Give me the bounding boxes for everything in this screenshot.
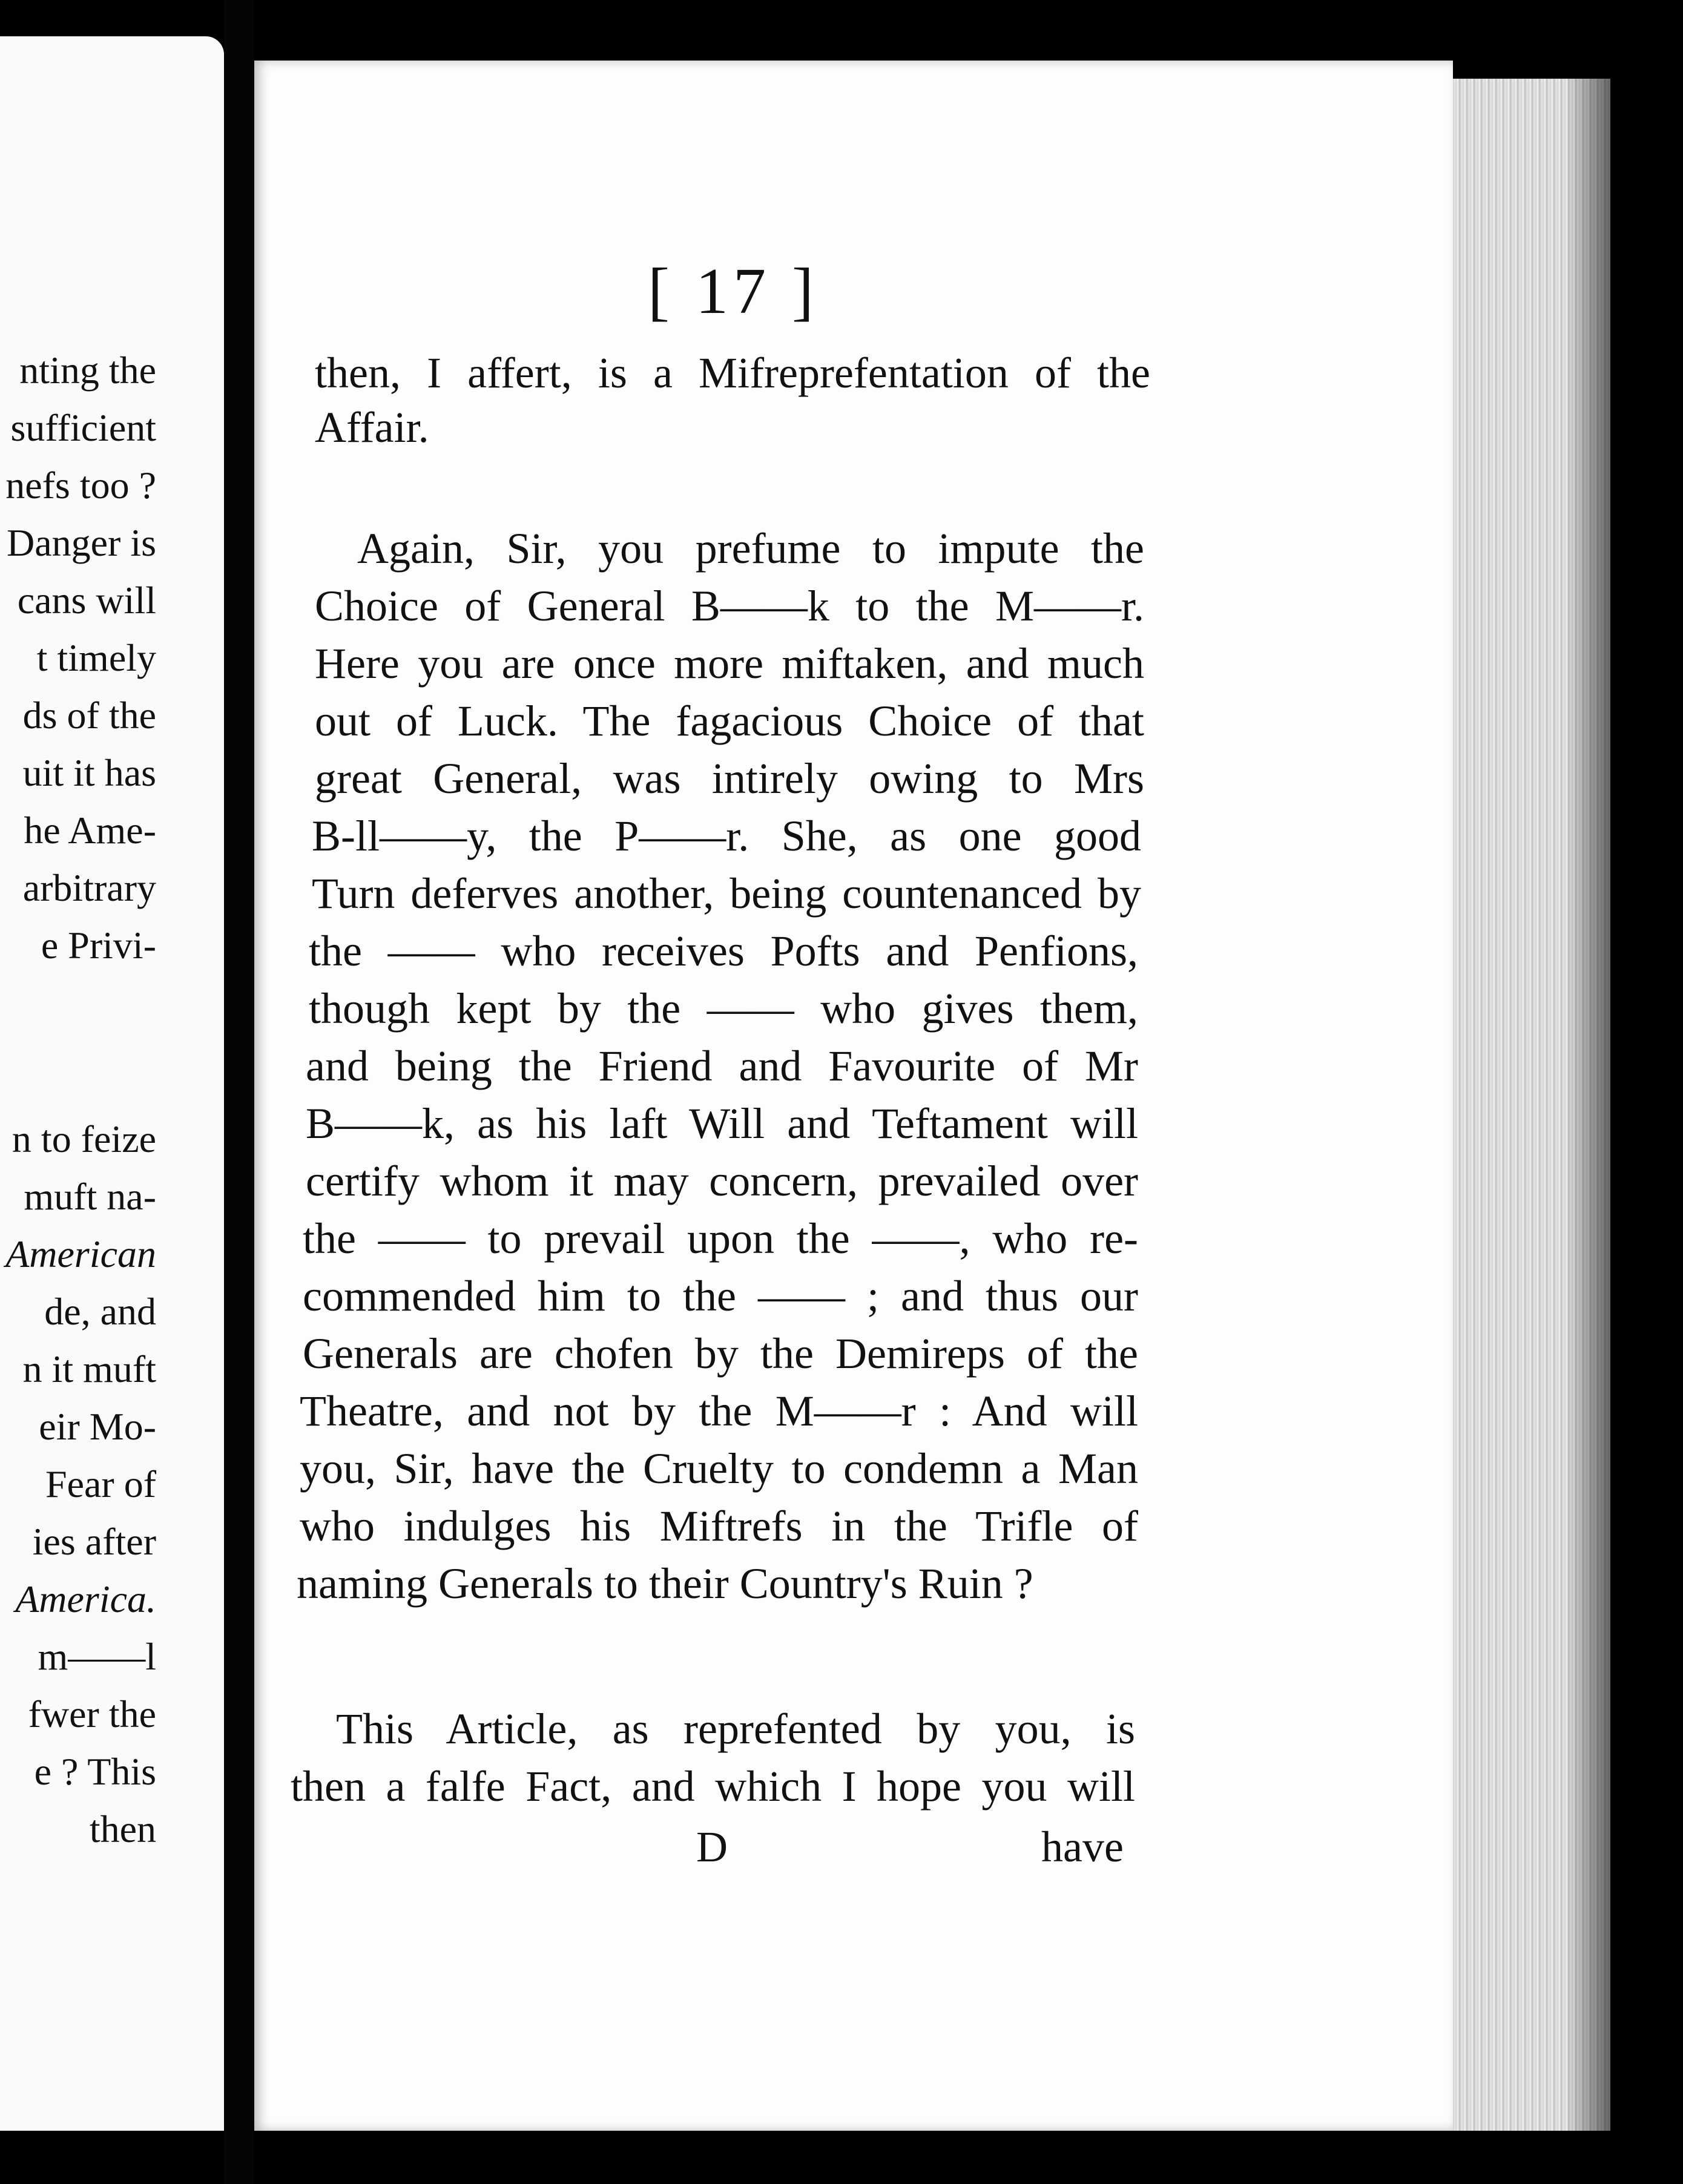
text-line: Here you are once more miftaken, and much [315,639,1144,688]
text-line: B-ll——y, the P——r. She, as one good [312,812,1141,860]
text-line: B——k, as his laft Will and Teftament will [306,1099,1138,1148]
left-line: nting the [19,349,156,392]
text-line: the —— who receives Pofts and Penfions, [309,927,1138,975]
text-line: great General, was intirely owing to Mrs [315,754,1144,803]
left-line: eir Mo- [39,1405,156,1448]
text-line: Again, Sir, you prefume to impute the [357,524,1144,573]
left-line: then [89,1807,156,1850]
left-line: muft na- [24,1175,156,1218]
left-facing-page [0,36,224,2131]
text-line: the —— to prevail upon the ——, who re- [303,1214,1138,1263]
text-line: certify whom it may concern, prevailed over [306,1157,1138,1205]
catchword: have [1041,1823,1124,1871]
left-line: e Privi- [41,924,156,967]
left-line: t timely [36,636,156,679]
left-line: ies after [32,1520,156,1563]
left-line: uit it has [22,751,156,794]
text-line: Generals are chofen by the Demireps of the [303,1329,1138,1378]
text-line: then, I affert, is a Mifreprefentation of the [315,349,1150,397]
text-line: out of Luck. The fagacious Choice of that [315,697,1144,745]
signature-mark: D [696,1823,728,1871]
left-line: cans will [17,579,156,622]
text-line: though kept by the —— who gives them, [309,984,1138,1033]
text-line: Theatre, and not by the M——r : And will [300,1387,1138,1435]
text-line: naming Generals to their Country's Ruin ? [297,1559,1033,1608]
left-line: fwer the [28,1692,156,1735]
left-line: de, and [44,1290,156,1333]
left-line: m——l [38,1635,156,1678]
left-line: arbitrary [22,866,156,909]
left-line: Danger is [6,521,156,564]
left-line: ds of the [22,694,156,737]
text-line: then a falfe Fact, and which I hope you will [291,1762,1135,1811]
left-line: American [5,1232,156,1275]
left-line: n to feize [12,1117,156,1160]
left-line: nefs too ? [5,464,156,507]
book-gutter [224,0,254,2184]
left-line: sufficient [10,406,156,449]
left-line: Fear of [45,1462,156,1505]
left-line: he Ame- [24,809,156,852]
left-line: America. [15,1577,156,1620]
text-line: Choice of General B——k to the M——r. [315,582,1144,630]
page-edges-shadow [1568,79,1610,2131]
text-line: who indulges his Miftrefs in the Trifle of [300,1502,1138,1550]
left-line: e ? This [34,1750,156,1793]
text-line: This Article, as reprefented by you, is [336,1705,1135,1753]
text-line: Turn deferves another, being countenanced by [312,869,1141,918]
text-line: Affair. [315,403,429,452]
page-number: [ 17 ] [648,255,818,327]
text-line: you, Sir, have the Cruelty to condemn a Man [300,1444,1138,1493]
text-line: and being the Friend and Favourite of Mr [306,1042,1138,1090]
text-line: commended him to the —— ; and thus our [303,1272,1138,1320]
left-line: n it muft [22,1347,156,1390]
